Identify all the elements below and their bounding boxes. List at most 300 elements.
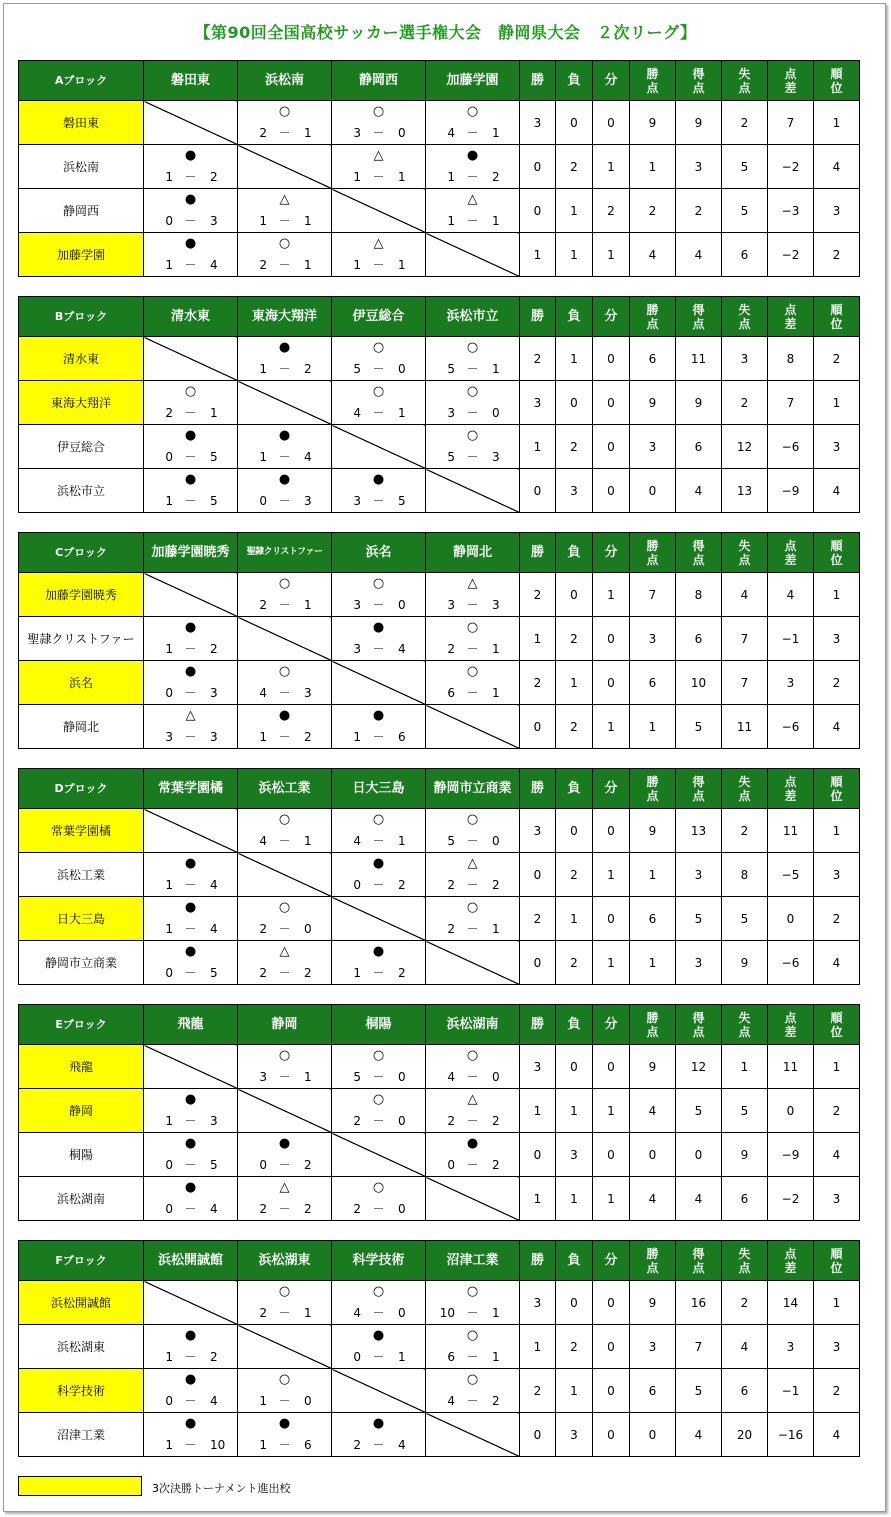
- score-dash: －: [184, 494, 197, 508]
- score-dash: －: [278, 966, 291, 980]
- opponent-header: [426, 1005, 520, 1045]
- header-line-2: 点: [738, 1024, 751, 1039]
- stat-losses-value: 0: [570, 1059, 578, 1074]
- score-dash: －: [466, 598, 479, 612]
- win-symbol: ●: [278, 472, 291, 487]
- team-name: [19, 1133, 144, 1177]
- stat-rank-value: 1: [832, 1295, 841, 1310]
- stat-wins: [520, 381, 556, 425]
- score-home: 4: [353, 834, 361, 848]
- score: [144, 1438, 237, 1453]
- header-wins: [520, 61, 556, 101]
- stat-points: [630, 941, 676, 985]
- score-away: 1: [304, 258, 312, 272]
- score-dash: －: [278, 1394, 291, 1408]
- stat-wins-value: 1: [533, 247, 542, 262]
- header-wins: [520, 1241, 556, 1281]
- header-draws: [593, 1241, 630, 1281]
- header-line-2: 位: [830, 80, 843, 95]
- score-dash: －: [372, 126, 385, 140]
- score-away: 4: [398, 642, 406, 656]
- score-dash: －: [184, 406, 197, 420]
- score-home: 3: [353, 494, 361, 508]
- stat-draws: [593, 941, 630, 985]
- score-dash: －: [466, 1394, 479, 1408]
- header-points: [630, 297, 676, 337]
- stat-rank: [814, 425, 860, 469]
- loss-symbol: ○: [372, 812, 385, 827]
- score: [144, 170, 237, 185]
- table-row: [19, 1177, 860, 1221]
- table-row: [19, 101, 860, 145]
- score: [426, 598, 519, 613]
- opponent-header: [426, 1241, 520, 1281]
- score: [426, 1114, 519, 1129]
- score-dash: －: [278, 598, 291, 612]
- stat-wins-value: 2: [533, 1383, 542, 1398]
- match-result: [144, 1133, 238, 1177]
- stat-goal-diff-value: 7: [786, 395, 795, 410]
- stat-draws: [593, 705, 630, 749]
- header-draws-text: 分: [604, 309, 618, 324]
- match-result: [144, 705, 238, 749]
- diagonal-cell: [426, 1413, 520, 1457]
- stat-wins: [520, 1369, 556, 1413]
- stat-goals-against: [722, 1045, 768, 1089]
- opponent-header: [238, 769, 332, 809]
- stat-rank-value: 2: [832, 1103, 841, 1118]
- win-symbol: ●: [184, 1136, 197, 1151]
- stat-wins-value: 3: [533, 395, 542, 410]
- match-result: [332, 1413, 426, 1457]
- score-home: 5: [447, 450, 455, 464]
- stat-goals-for-value: 16: [690, 1295, 707, 1310]
- stat-points-value: 3: [648, 439, 657, 454]
- score-home: 3: [447, 598, 455, 612]
- loss-symbol: ○: [278, 812, 291, 827]
- match-result: [426, 1089, 520, 1133]
- team-name-text: 静岡西: [62, 204, 99, 218]
- score-home: 3: [259, 1070, 267, 1084]
- match-result: [238, 1177, 332, 1221]
- header-line-2: 点: [692, 1024, 705, 1039]
- score-home: 4: [353, 406, 361, 420]
- team-name: [19, 1413, 144, 1457]
- score-dash: －: [466, 1070, 479, 1084]
- team-name: [19, 337, 144, 381]
- win-symbol: ●: [372, 1328, 385, 1343]
- score: [426, 406, 519, 421]
- team-name: [19, 101, 144, 145]
- header-wins: [520, 769, 556, 809]
- score-away: 4: [210, 922, 218, 936]
- stat-draws: [593, 1133, 630, 1177]
- score: [426, 126, 519, 141]
- match-result: [426, 1045, 520, 1089]
- match-result: [144, 941, 238, 985]
- score-home: 0: [165, 214, 173, 228]
- team-name-text: 浜松南: [62, 160, 99, 174]
- header-goal-diff: [768, 1005, 814, 1045]
- stat-wins-value: 0: [533, 159, 542, 174]
- score-home: 0: [259, 494, 267, 508]
- score-dash: －: [372, 1202, 385, 1216]
- score-away: 6: [398, 730, 406, 744]
- stat-losses-value: 0: [570, 823, 578, 838]
- score-away: 0: [398, 598, 406, 612]
- stat-wins: [520, 469, 556, 513]
- header-goal-diff: [768, 769, 814, 809]
- match-result: [332, 469, 426, 513]
- win-symbol: ●: [372, 620, 385, 635]
- score-dash: －: [184, 642, 197, 656]
- header-draws-text: 分: [604, 73, 618, 88]
- stat-goals-against-value: 9: [740, 1147, 749, 1162]
- stat-draws: [593, 1177, 630, 1221]
- stat-losses: [556, 1133, 593, 1177]
- match-result: [238, 1281, 332, 1325]
- header-line-2: 点: [692, 552, 705, 567]
- header-points: [630, 61, 676, 101]
- stat-rank: [814, 469, 860, 513]
- score-away: 4: [398, 1438, 406, 1452]
- stat-wins-value: 1: [533, 1191, 542, 1206]
- stat-points-value: 4: [648, 247, 657, 262]
- stat-losses: [556, 1413, 593, 1457]
- stat-goals-against: [722, 337, 768, 381]
- match-result: [238, 897, 332, 941]
- opponent-header-text: 浜松市立: [446, 309, 499, 324]
- header-line-2: 位: [830, 316, 843, 331]
- stat-losses-value: 2: [570, 955, 578, 970]
- match-result: [238, 1045, 332, 1089]
- stat-draws-value: 0: [607, 1383, 615, 1398]
- stat-goals-for-value: 4: [694, 1191, 703, 1206]
- score-away: 3: [210, 686, 218, 700]
- diagonal-cell: [332, 425, 426, 469]
- header-line-1: 順: [830, 538, 843, 553]
- diagonal-cell: [238, 853, 332, 897]
- stat-points-value: 7: [648, 587, 657, 602]
- table-row: [19, 425, 860, 469]
- stat-losses-value: 1: [570, 203, 578, 218]
- stat-goals-for-value: 2: [694, 203, 703, 218]
- stat-draws: [593, 809, 630, 853]
- table-row: [19, 337, 860, 381]
- match-result: [426, 897, 520, 941]
- opponent-header: [426, 61, 520, 101]
- block-label: [19, 1241, 144, 1281]
- stat-goals-for-value: 4: [694, 1427, 703, 1442]
- score: [238, 922, 331, 937]
- table-row: [19, 189, 860, 233]
- score-away: 2: [210, 170, 218, 184]
- header-line-1: 勝: [646, 538, 659, 553]
- match-result: [332, 337, 426, 381]
- stat-points: [630, 1089, 676, 1133]
- stat-points-value: 9: [648, 1295, 657, 1310]
- stat-goals-against: [722, 617, 768, 661]
- stat-goals-against-value: 6: [740, 1383, 749, 1398]
- stat-goals-for: [676, 573, 722, 617]
- stat-rank: [814, 1089, 860, 1133]
- score-home: 3: [353, 598, 361, 612]
- stat-losses-value: 2: [570, 439, 578, 454]
- stat-points: [630, 1281, 676, 1325]
- opponent-header: [238, 1241, 332, 1281]
- draw-symbol: △: [279, 192, 290, 207]
- stat-draws: [593, 661, 630, 705]
- stat-rank: [814, 233, 860, 277]
- stat-goals-against: [722, 661, 768, 705]
- header-rank: [814, 533, 860, 573]
- stat-rank: [814, 1177, 860, 1221]
- match-result: [332, 941, 426, 985]
- score: [238, 966, 331, 981]
- stat-goals-against-value: 4: [740, 587, 749, 602]
- stat-points-value: 3: [648, 631, 657, 646]
- match-result: [332, 573, 426, 617]
- score-home: 2: [259, 598, 267, 612]
- score-home: 4: [353, 1306, 361, 1320]
- stat-rank: [814, 809, 860, 853]
- score: [144, 258, 237, 273]
- stat-wins-value: 3: [533, 1059, 542, 1074]
- loss-symbol: ○: [278, 1048, 291, 1063]
- score-home: 2: [353, 1202, 361, 1216]
- header-goals-against: [722, 297, 768, 337]
- stat-losses-value: 2: [570, 867, 578, 882]
- stat-goals-for-value: 3: [694, 867, 703, 882]
- header-line-2: 差: [784, 80, 797, 95]
- diagonal-cell: [144, 573, 238, 617]
- header-line-1: 順: [830, 774, 843, 789]
- header-goal-diff: [768, 533, 814, 573]
- score-away: 4: [304, 450, 312, 464]
- stat-rank: [814, 853, 860, 897]
- team-name-text: 浜松開誠館: [50, 1296, 111, 1310]
- score-away: 2: [304, 1158, 312, 1172]
- header-line-1: 点: [784, 1246, 797, 1261]
- score: [238, 362, 331, 377]
- stat-goal-diff: [768, 1281, 814, 1325]
- score-away: 10: [210, 1438, 226, 1452]
- stat-points: [630, 189, 676, 233]
- win-symbol: ●: [372, 856, 385, 871]
- stat-goals-for-value: 5: [694, 1103, 703, 1118]
- header-line-1: 失: [738, 538, 751, 553]
- stat-points: [630, 1177, 676, 1221]
- stat-goal-diff: [768, 469, 814, 513]
- stat-goals-against: [722, 145, 768, 189]
- match-result: [332, 809, 426, 853]
- loss-symbol: ○: [466, 428, 479, 443]
- stat-points: [630, 809, 676, 853]
- match-result: [238, 573, 332, 617]
- stat-draws-value: 2: [607, 203, 615, 218]
- stat-goals-against-value: 20: [736, 1427, 753, 1442]
- loss-symbol: ○: [466, 340, 479, 355]
- opponent-header: [238, 297, 332, 337]
- score-home: 1: [165, 170, 173, 184]
- win-symbol: ●: [184, 192, 197, 207]
- team-name-text: 常葉学園橘: [50, 824, 111, 838]
- win-symbol: ●: [278, 1416, 291, 1431]
- stat-rank: [814, 1413, 860, 1457]
- stat-goals-against-value: 2: [740, 1295, 749, 1310]
- stat-goals-for-value: 7: [694, 1339, 703, 1354]
- team-name: [19, 1089, 144, 1133]
- score-dash: －: [184, 966, 197, 980]
- block-label-text: Bブロック: [54, 310, 108, 323]
- win-symbol: ●: [184, 620, 197, 635]
- stat-points: [630, 337, 676, 381]
- stat-draws-value: 0: [607, 823, 615, 838]
- score-home: 5: [353, 1070, 361, 1084]
- stat-goal-diff: [768, 1413, 814, 1457]
- stat-losses: [556, 1325, 593, 1369]
- stat-goals-for: [676, 1177, 722, 1221]
- score: [426, 1394, 519, 1409]
- score-home: 1: [165, 878, 173, 892]
- score-dash: －: [466, 126, 479, 140]
- score: [144, 1202, 237, 1217]
- stat-losses-value: 0: [570, 115, 578, 130]
- opponent-header: [332, 297, 426, 337]
- score-away: 2: [492, 170, 500, 184]
- score: [144, 1350, 237, 1365]
- score-dash: －: [466, 642, 479, 656]
- stat-goals-against-value: 5: [740, 911, 749, 926]
- table-row: [19, 809, 860, 853]
- win-symbol: ●: [184, 664, 197, 679]
- header-losses: [556, 1005, 593, 1045]
- header-losses-text: 負: [567, 309, 581, 324]
- score-away: 1: [304, 126, 312, 140]
- league-table-5: [18, 1240, 860, 1457]
- match-result: [144, 381, 238, 425]
- score-home: 4: [447, 1394, 455, 1408]
- score-home: 0: [165, 966, 173, 980]
- loss-symbol: ○: [372, 1092, 385, 1107]
- stat-rank: [814, 189, 860, 233]
- block-label: [19, 1005, 144, 1045]
- score-dash: －: [372, 642, 385, 656]
- stat-draws: [593, 573, 630, 617]
- stat-points-value: 9: [648, 1059, 657, 1074]
- score-away: 1: [398, 834, 406, 848]
- stat-wins: [520, 337, 556, 381]
- stat-goals-for-value: 10: [690, 675, 707, 690]
- stat-rank: [814, 1325, 860, 1369]
- match-result: [238, 469, 332, 513]
- stat-losses: [556, 1045, 593, 1089]
- score-away: 1: [492, 922, 500, 936]
- score-away: 3: [304, 494, 312, 508]
- stat-goals-against: [722, 897, 768, 941]
- stat-draws: [593, 1325, 630, 1369]
- table-row: [19, 617, 860, 661]
- header-line-1: 点: [784, 774, 797, 789]
- header-wins-text: 勝: [530, 781, 544, 796]
- loss-symbol: ○: [372, 1180, 385, 1195]
- opponent-header: [144, 61, 238, 101]
- table-row: [19, 661, 860, 705]
- stat-losses: [556, 705, 593, 749]
- opponent-header-text: 磐田東: [170, 73, 210, 88]
- score: [238, 126, 331, 141]
- stat-goals-for: [676, 705, 722, 749]
- header-line-2: 点: [738, 1260, 751, 1275]
- header-draws-text: 分: [604, 1017, 618, 1032]
- team-name-text: 静岡市立商業: [44, 956, 117, 970]
- stat-draws: [593, 337, 630, 381]
- match-result: [144, 853, 238, 897]
- match-result: [144, 661, 238, 705]
- score-home: 1: [353, 730, 361, 744]
- score-away: 2: [492, 1158, 500, 1172]
- stat-rank-value: 1: [832, 587, 841, 602]
- loss-symbol: ○: [466, 1284, 479, 1299]
- stat-wins: [520, 705, 556, 749]
- score: [426, 1158, 519, 1173]
- draw-symbol: △: [467, 576, 478, 591]
- stat-goals-for-value: 11: [690, 351, 707, 366]
- loss-symbol: ○: [278, 576, 291, 591]
- stat-rank-value: 3: [832, 439, 841, 454]
- score-dash: －: [466, 1350, 479, 1364]
- stat-draws-value: 0: [607, 1295, 615, 1310]
- match-result: [332, 1281, 426, 1325]
- score: [332, 362, 425, 377]
- header-line-1: 勝: [646, 302, 659, 317]
- team-name: [19, 617, 144, 661]
- match-result: [426, 425, 520, 469]
- stat-losses-value: 1: [570, 911, 578, 926]
- score-dash: －: [466, 362, 479, 376]
- block-label-text: Dブロック: [54, 782, 108, 795]
- stat-points: [630, 1413, 676, 1457]
- stat-draws: [593, 1413, 630, 1457]
- score-away: 3: [304, 686, 312, 700]
- stat-draws: [593, 469, 630, 513]
- stat-wins: [520, 1089, 556, 1133]
- stat-rank-value: 1: [832, 395, 841, 410]
- stat-points: [630, 469, 676, 513]
- opponent-header: [144, 769, 238, 809]
- score-away: 1: [304, 1306, 312, 1320]
- table-header-row: [19, 1241, 860, 1281]
- header-line-1: 失: [738, 1246, 751, 1261]
- stat-goals-for: [676, 425, 722, 469]
- score-away: 2: [304, 966, 312, 980]
- score-home: 1: [259, 450, 267, 464]
- score-home: 0: [353, 878, 361, 892]
- header-line-1: 失: [738, 302, 751, 317]
- match-result: [238, 941, 332, 985]
- table-row: [19, 897, 860, 941]
- score-dash: －: [184, 1438, 197, 1452]
- stat-goals-for: [676, 1325, 722, 1369]
- score: [332, 1070, 425, 1085]
- score-home: 1: [165, 1350, 173, 1364]
- stat-points-value: 1: [648, 867, 657, 882]
- score-dash: －: [184, 1114, 197, 1128]
- score-dash: －: [466, 834, 479, 848]
- stat-goal-diff: [768, 1045, 814, 1089]
- opponent-header: [144, 533, 238, 573]
- opponent-header-text: 清水東: [170, 309, 210, 324]
